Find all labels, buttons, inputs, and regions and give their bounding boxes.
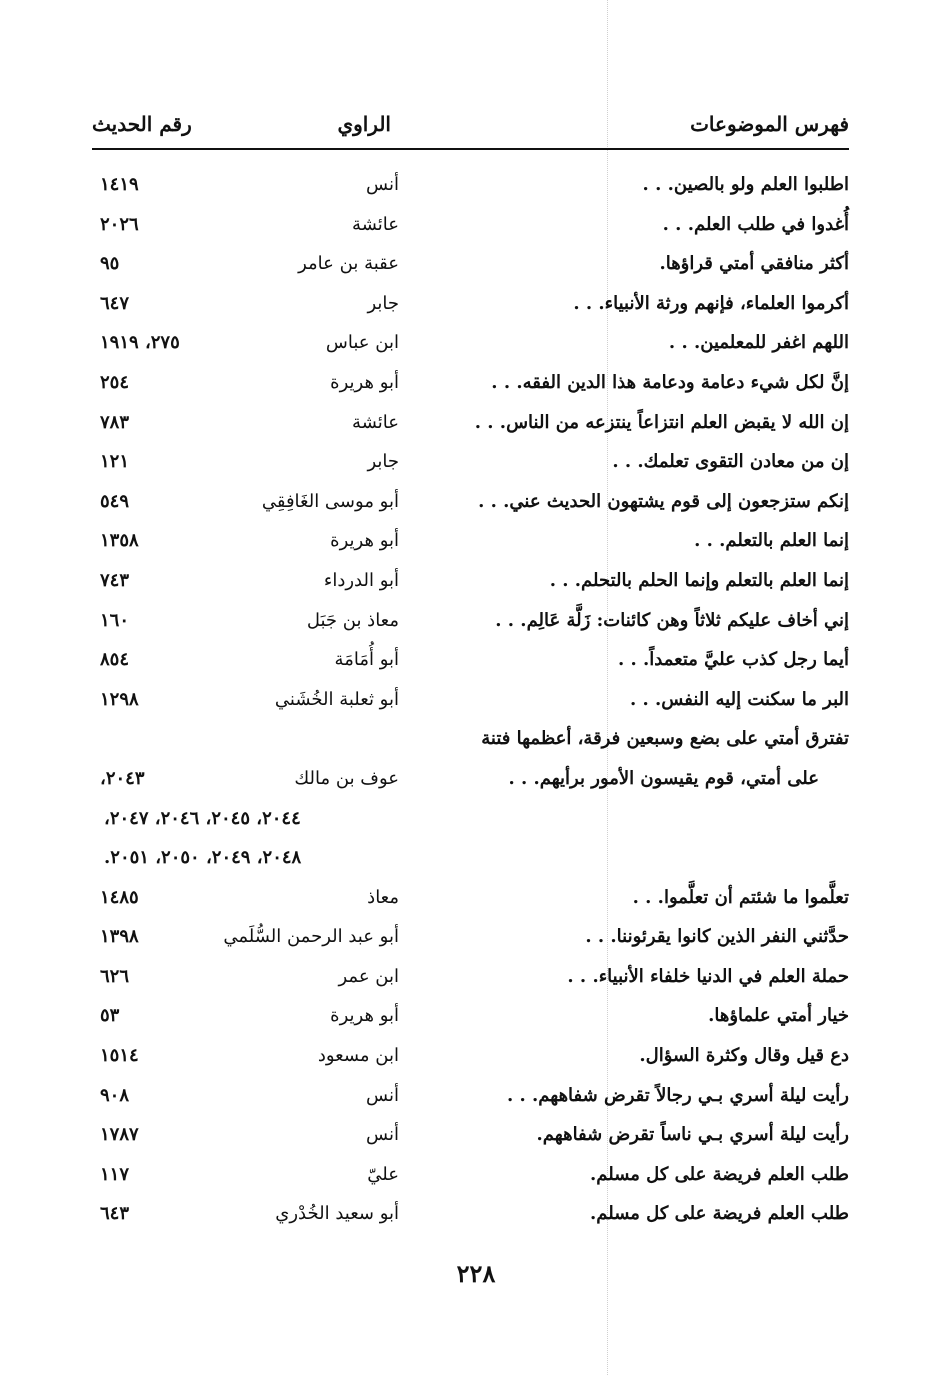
hadith-text: حدَّثني النفر الذين كانوا يقرئوننا. . . xyxy=(585,926,849,948)
table-row xyxy=(92,721,849,761)
table-row xyxy=(92,1157,849,1197)
table-row xyxy=(92,1038,849,1078)
narrator: أبو أُمَامَة xyxy=(334,649,399,671)
table-row xyxy=(92,523,849,563)
hadith-text: إني أخاف عليكم ثلاثاً وهن كائنات: زَلَّة عَالِم. . . xyxy=(495,609,849,631)
hadith-text: دع قيل وقال وكثرة السؤال. xyxy=(639,1045,849,1067)
hadith-number: ٢٠٤٣، xyxy=(100,767,145,789)
table-row xyxy=(92,998,849,1038)
narrator: أبو هريرة xyxy=(330,1005,399,1027)
hadith-text: اطلبوا العلم ولو بالصين. . . xyxy=(642,174,849,195)
table-row xyxy=(92,919,849,959)
hadith-number: ١٢٩٨ xyxy=(100,688,139,710)
header-rule xyxy=(92,148,849,150)
hadith-number: ٢٥٤ xyxy=(100,371,130,393)
narrator: أبو ثعلبة الخُشَني xyxy=(274,688,399,710)
hadith-text: رأيت ليلة أسري بـي ناساً تقرض شفاههم. xyxy=(536,1124,849,1146)
header-narrator: الراوي xyxy=(337,112,391,136)
hadith-number: ٩٥ xyxy=(100,253,120,275)
hadith-number: ١٥١٤ xyxy=(100,1045,139,1067)
narrator: ابن عمر xyxy=(338,965,399,987)
table-row xyxy=(92,405,849,445)
narrator: عقبة بن عامر xyxy=(298,253,399,275)
table-row xyxy=(92,642,849,682)
table-row xyxy=(92,880,849,920)
table-row xyxy=(92,207,849,247)
hadith-text: اللهم اغفر للمعلمين. . . xyxy=(668,332,849,354)
narrator: جابر xyxy=(367,292,399,314)
hadith-text: أكرموا العلماء، فإنهم ورثة الأنبياء. . . xyxy=(573,292,849,314)
hadith-text: إنكم ستزجعون إلى قوم يشتهون الحديث عني. . . xyxy=(478,490,849,512)
hadith-number: ٢٠٢٦ xyxy=(100,213,139,235)
narrator: جابر xyxy=(367,451,399,473)
hadith-text: طلب العلم فريضة على كل مسلم. xyxy=(589,1163,849,1185)
table-row xyxy=(92,1117,849,1157)
hadith-text: إنما العلم بالتعلم. . . xyxy=(694,530,849,552)
narrator: أبو هريرة xyxy=(330,371,399,393)
hadith-text: إنما العلم بالتعلم وإنما الحلم بالتحلم. . . xyxy=(549,569,849,591)
hadith-number: ٧٨٣ xyxy=(100,411,130,433)
header-topics: فهرس الموضوعات xyxy=(690,112,849,136)
index-table xyxy=(92,167,849,1236)
hadith-text: طلب العلم فريضة على كل مسلم. xyxy=(589,1203,849,1225)
table-row xyxy=(92,444,849,484)
narrator: أبو الدرداء xyxy=(323,569,399,591)
table-row xyxy=(92,286,849,326)
table-row xyxy=(92,484,849,524)
hadith-text: إنَّ لكل شيء دعامة ودعامة هذا الدين الفقه. . . xyxy=(491,371,849,393)
hadith-text: إن الله لا يقبض العلم انتزاعاً ينتزعه من الناس. . . xyxy=(474,411,849,433)
table-row xyxy=(92,959,849,999)
narrator: عليّ xyxy=(367,1163,399,1185)
narrator: أنس xyxy=(366,1084,399,1106)
hadith-number: ١٢١ xyxy=(100,451,130,473)
hadith-text: أُغدوا في طلب العلم. . . xyxy=(662,213,849,235)
hadith-text: خيار أمتي علماؤها. xyxy=(708,1005,849,1027)
hadith-number: ١٧٨٧ xyxy=(100,1124,139,1146)
table-row xyxy=(92,840,849,880)
narrator: أنس xyxy=(366,174,399,195)
table-row xyxy=(92,801,849,841)
hadith-text: على أمتي، قوم يقيسون الأمور برأيهم. . . xyxy=(508,767,819,789)
table-row xyxy=(92,365,849,405)
page-number: ٢٢٨ xyxy=(456,1259,496,1288)
hadith-number: ١٣٥٨ xyxy=(100,530,139,552)
hadith-number: ١٤١٩ xyxy=(100,174,139,195)
narrator: أبو سعيد الخُدْري xyxy=(275,1203,399,1225)
hadith-text: البر ما سكنت إليه النفس. . . xyxy=(629,688,849,710)
hadith-number: ١٤٨٥ xyxy=(100,886,139,908)
table-row xyxy=(92,682,849,722)
hadith-number: ٦٢٦ xyxy=(100,965,130,987)
hadith-number: ٥٤٩ xyxy=(100,490,130,512)
narrator: ابن مسعود xyxy=(317,1045,399,1067)
hadith-text: تعلَّموا ما شئتم أن تعلَّموا. . . xyxy=(632,886,849,908)
hadith-number: ٧٤٣ xyxy=(100,569,130,591)
hadith-number: ٢٠٤٤، ٢٠٤٥، ٢٠٤٦، ٢٠٤٧، xyxy=(104,807,301,829)
hadith-text: أكثر منافقي أمتي قراؤها. xyxy=(659,253,849,275)
hadith-number: ٥٣ xyxy=(100,1005,120,1027)
table-row xyxy=(92,563,849,603)
table-row xyxy=(92,1196,849,1236)
table-row xyxy=(92,761,849,801)
hadith-number: ١٦٠ xyxy=(100,609,130,631)
hadith-number: ٩٠٨ xyxy=(100,1084,130,1106)
table-row xyxy=(92,167,849,207)
hadith-text: إن من معادن التقوى تعلمك. . . xyxy=(612,451,849,473)
table-row xyxy=(92,1078,849,1118)
hadith-text: أيما رجل كذب عليَّ متعمداً. . . xyxy=(617,649,849,671)
narrator: أبو موسى الغَافِقِي xyxy=(261,490,399,512)
narrator: معاذ بن جَبَل xyxy=(306,609,399,631)
narrator: أنس xyxy=(366,1124,399,1146)
hadith-number: ٨٥٤ xyxy=(100,649,130,671)
hadith-text: رأيت ليلة أسري بـي رجالاً تقرض شفاههم. . . xyxy=(506,1084,849,1106)
narrator: ابن عباس xyxy=(325,332,399,354)
hadith-number: ١١٧ xyxy=(100,1163,130,1185)
narrator: عوف بن مالك xyxy=(294,767,399,789)
hadith-number: ٦٤٧ xyxy=(100,292,130,314)
narrator: أبو هريرة xyxy=(330,530,399,552)
narrator: عائشة xyxy=(352,213,399,235)
hadith-number: ٦٤٣ xyxy=(100,1203,130,1225)
header-hadith-number: رقم الحديث xyxy=(92,112,192,136)
hadith-text: حملة العلم في الدنيا خلفاء الأنبياء. . . xyxy=(567,965,849,987)
hadith-number: ٢٧٥، ١٩١٩ xyxy=(100,332,180,354)
table-row xyxy=(92,603,849,643)
hadith-number: ٢٠٤٨، ٢٠٤٩، ٢٠٥٠، ٢٠٥١. xyxy=(104,847,302,869)
table-row xyxy=(92,325,849,365)
narrator: عائشة xyxy=(352,411,399,433)
table-header xyxy=(92,112,849,144)
narrator: أبو عبد الرحمن السُّلَمي xyxy=(223,926,399,948)
table-row xyxy=(92,246,849,286)
narrator: معاذ xyxy=(367,886,399,908)
hadith-number: ١٣٩٨ xyxy=(100,926,139,948)
hadith-text: تفترق أمتي على بضع وسبعين فرقة، أعظمها فتنة xyxy=(481,728,849,750)
